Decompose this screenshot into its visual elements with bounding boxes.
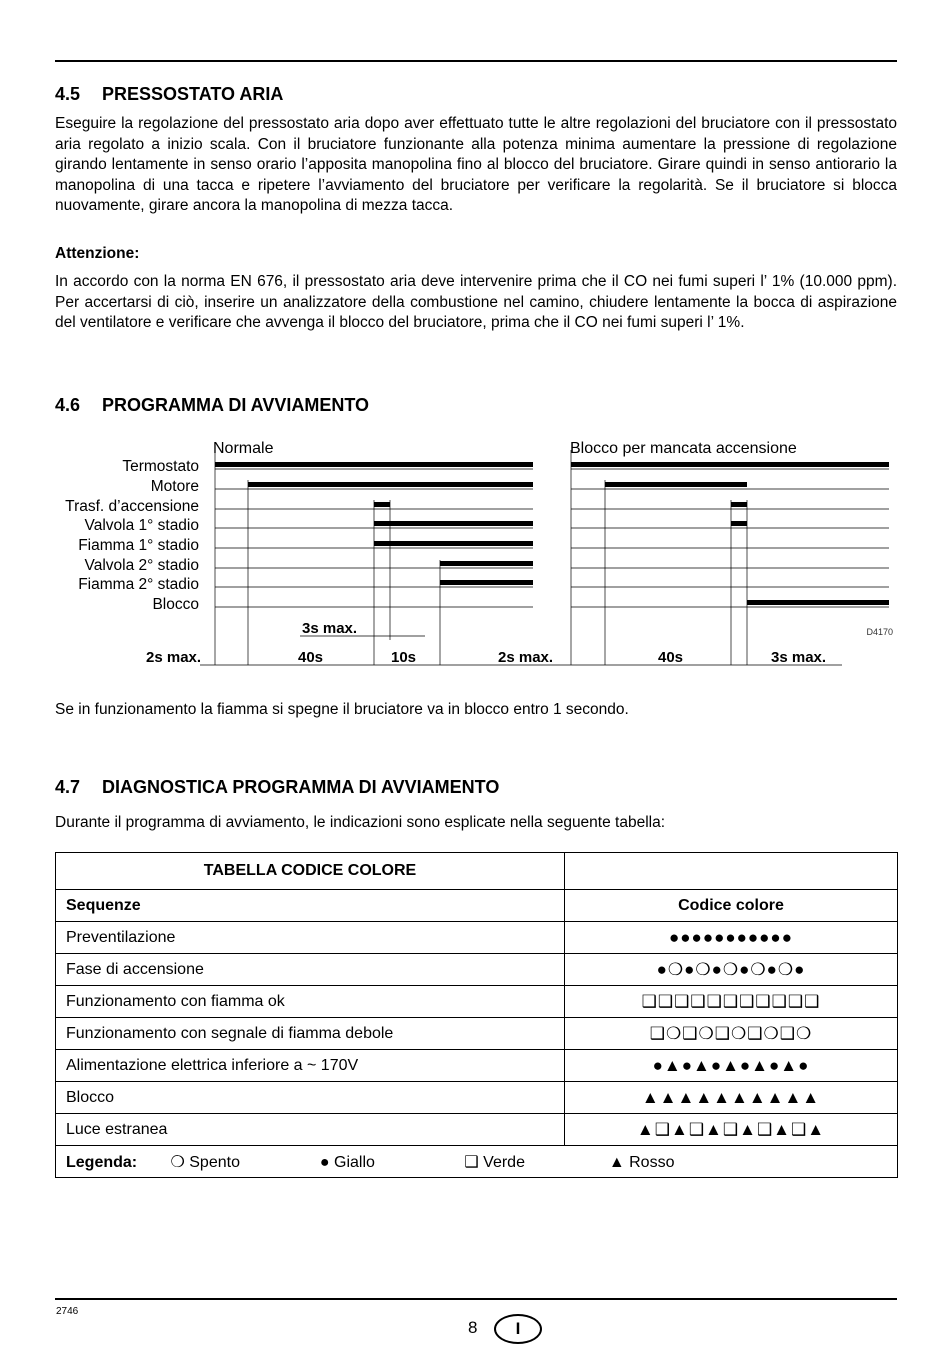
row-color-code: ❑❑❑❑❑❑❑❑❑❑❑ [565, 986, 898, 1018]
table-row [56, 1114, 898, 1146]
row-label: Funzionamento con segnale di fiamma debole [56, 1018, 565, 1050]
timing-label: 2s max. [146, 649, 202, 666]
section-number: 4.6 [55, 395, 81, 415]
diagram-title-normale: Normale [213, 440, 274, 457]
legend-symbol-yellow-icon: ● [319, 1153, 330, 1171]
header-codice-colore: Codice colore [565, 890, 898, 922]
legend-cell [56, 1146, 898, 1178]
page-number: 8 [468, 1318, 478, 1337]
legend-label: Legenda: [66, 1153, 138, 1171]
row-label: Alimentazione elettrica inferiore a ~ 170V [56, 1050, 565, 1082]
bar-fiamma-1 [374, 541, 533, 546]
language-badge: I [494, 1314, 542, 1344]
bar-valvola-1 [374, 521, 533, 526]
row-color-code: ●●●●●●●●●●● [565, 922, 898, 954]
section-heading-4-6 [55, 395, 369, 416]
attention-body: In accordo con la norma EN 676, il pressostato aria deve intervenire prima che il CO nei fumi superi l’ 1% (10.000 ppm). Per accertarsi di ciò, inserire un analizzatore della combustione nel camino, chiudere lentamente la bocca di aspirazione del ventilatore e verificare che avvenga il blocco del bruciatore, prima che il CO nei fumi superi l’ 1%. [55, 273, 897, 331]
row-color-code: ▲▲▲▲▲▲▲▲▲▲ [565, 1082, 898, 1114]
table-title-empty-cell [565, 853, 898, 890]
row-label: Funzionamento con fiamma ok [56, 986, 565, 1018]
row-label: Valvola 1° stadio [84, 517, 199, 534]
row-label: Fiamma 1° stadio [78, 537, 199, 554]
bar-fiamma-2 [440, 580, 533, 585]
timing-label: 3s max. [302, 620, 358, 637]
legend-symbol-off-icon: ❍ [170, 1153, 185, 1171]
section-title: DIAGNOSTICA PROGRAMMA DI AVVIAMENTO [102, 777, 500, 797]
top-rule [55, 60, 897, 62]
table-row [56, 1018, 898, 1050]
row-label: Preventilazione [56, 922, 565, 954]
document-code: 2746 [56, 1306, 79, 1317]
bar-termostato [215, 462, 533, 467]
bar-motore [248, 482, 533, 487]
legend-text: Giallo [334, 1153, 375, 1171]
legend-text: Spento [189, 1153, 240, 1171]
legend-item-giallo [320, 1154, 460, 1172]
section-4-5-body: Eseguire la regolazione del pressostato aria dopo aver effettuato tutte le altre regolazioni del bruciatore con il pressostato aria regolato a inizio scala. Con il bruciatore funzionante alla potenza minima aumentare la pressione di regolazione girando lentamente in senso orario l’apposita manopolina fino al blocco del bruciatore. Girare quindi in senso antiorario la manopolina di una tacca e ripetere l’avviamento del bruciatore per verificare la regolarità. Se il bruciatore si blocca nuovamente, girare ancora la manopolina di mezza tacca. [55, 115, 897, 214]
timing-label: 40s [658, 649, 684, 666]
table-row [56, 1050, 898, 1082]
row-color-code: ▲❑▲❑▲❑▲❑▲❑▲ [565, 1114, 898, 1146]
bar-valvola-2 [440, 561, 533, 566]
legend-item-verde [464, 1152, 604, 1172]
bar-motore [605, 482, 747, 487]
row-label: Blocco [152, 596, 199, 613]
bar-termostato [571, 462, 889, 467]
table-title-row [56, 853, 898, 890]
section-number: 4.7 [55, 777, 81, 797]
bar-blocco [747, 600, 889, 605]
legend-text: Verde [483, 1153, 525, 1171]
section-4-7-intro: Durante il programma di avviamento, le indicazioni sono esplicate nella seguente tabella: [55, 814, 666, 831]
legend-symbol-green-icon: ❑ [464, 1153, 479, 1171]
attention-label: Attenzione: [55, 245, 140, 262]
legend-text: Rosso [629, 1153, 675, 1171]
legend-symbol-red-icon: ▲ [608, 1153, 625, 1171]
section-heading-4-5 [55, 84, 283, 105]
row-label: Termostato [122, 458, 199, 475]
legend-item-spento [170, 1152, 315, 1172]
header-sequenze: Sequenze [56, 890, 565, 922]
row-label: Motore [150, 478, 199, 495]
section-title: PRESSOSTATO ARIA [102, 84, 284, 104]
legend-item-rosso [609, 1154, 675, 1172]
row-color-code: ●▲●▲●▲●▲●▲● [565, 1050, 898, 1082]
table-row [56, 922, 898, 954]
row-label: Trasf. d’accensione [65, 498, 199, 515]
bar-trasformatore [374, 502, 390, 507]
bar-trasformatore [731, 502, 747, 507]
row-color-code: ●❍●❍●❍●❍●❍● [565, 954, 898, 986]
row-label: Blocco [56, 1082, 565, 1114]
color-code-table [55, 852, 898, 1178]
section-title: PROGRAMMA DI AVVIAMENTO [102, 395, 370, 415]
diagram-title-blocco: Blocco per mancata accensione [570, 440, 797, 457]
timing-label: 10s [391, 649, 417, 666]
bar-valvola-1 [731, 521, 747, 526]
startup-timing-diagram [0, 430, 950, 680]
bottom-rule [55, 1298, 897, 1300]
timing-label: 2s max. [498, 649, 554, 666]
table-row [56, 986, 898, 1018]
table-row [56, 1082, 898, 1114]
row-color-code: ❑❍❑❍❑❍❑❍❑❍ [565, 1018, 898, 1050]
row-label: Fase di accensione [56, 954, 565, 986]
row-label: Fiamma 2° stadio [78, 576, 199, 593]
timing-label: 40s [298, 649, 324, 666]
section-number: 4.5 [55, 84, 81, 104]
section-4-6-note: Se in funzionamento la fiamma si spegne il bruciatore va in blocco entro 1 secondo. [55, 701, 629, 718]
row-label: Luce estranea [56, 1114, 565, 1146]
row-label: Valvola 2° stadio [84, 557, 199, 574]
timing-label: 3s max. [771, 649, 827, 666]
table-title: TABELLA CODICE COLORE [56, 853, 565, 890]
legend-row [56, 1146, 898, 1178]
table-header-row [56, 890, 898, 922]
section-heading-4-7 [55, 777, 499, 798]
diagram-code: D4170 [866, 627, 893, 637]
table-row [56, 954, 898, 986]
